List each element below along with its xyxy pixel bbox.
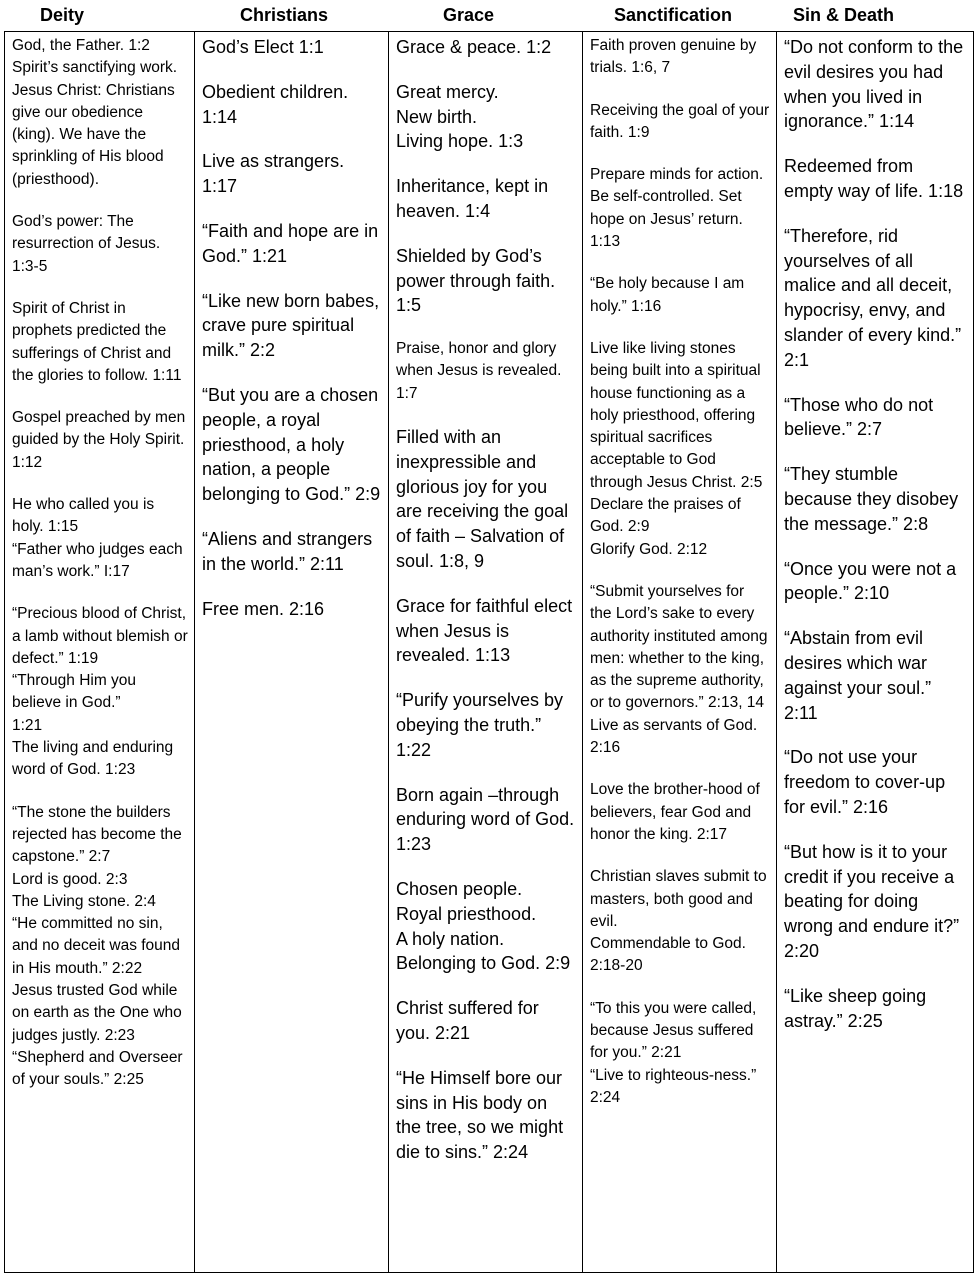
list-item: God, the Father. 1:2 Spirit’s sanctifying work. Jesus Christ: Christians give our obedience (king). We have the sprinkling of His blood (priesthood).: [12, 37, 178, 188]
list-item: God’s power: The resurrection of Jesus. 1:3-5: [12, 213, 161, 275]
list-item: “Those who do not believe.” 2:7: [784, 394, 934, 440]
header-christians: Christians: [240, 5, 329, 25]
list-item: “Submit yourselves for the Lord’s sake to every authority instituted among men: whether to the king, as the supreme authority, or to governors.” 2:13, 14 Live as servants of God. 2:16: [590, 582, 768, 757]
list-item: Love the brother-hood of believers, fear God and honor the king. 2:17: [590, 781, 760, 843]
summary-table: [4, 31, 974, 1273]
list-item: Christ suffered for you. 2:21: [396, 998, 539, 1043]
list-item: Live like living stones being built into a spiritual house functioning as a holy priesthood, offering spiritual sacrifices acceptable to God through Jesus Christ. 2:5 Declare the praises of God. 2:9 Glorify God. 2:12: [590, 339, 763, 558]
list-item: Live as strangers. 1:17: [202, 151, 345, 197]
list-item: “Once you were not a people.” 2:10: [784, 558, 957, 604]
header-sin-death: Sin & Death: [793, 5, 895, 25]
list-item: “Like sheep going astray.” 2:25: [784, 985, 927, 1031]
list-item: God’s Elect 1:1: [202, 37, 324, 57]
list-item: Obedient children. 1:14: [202, 81, 349, 127]
list-item: “To this you were called, because Jesus suffered for you.” 2:21 “Live to righteous-ness.” 2:24: [590, 999, 757, 1106]
list-item: Spirit of Christ in prophets predicted the sufferings of Christ and the glories to follow. 1:11: [12, 299, 182, 384]
list-item: Grace & peace. 1:2: [396, 37, 552, 57]
sanctification-column: [583, 32, 777, 1273]
list-item: Filled with an inexpressible and glorious joy for you are receiving the goal of faith – Salvation of soul. 1:8, 9: [396, 427, 569, 572]
list-item: He who called you is holy. 1:15 “Father who judges each man’s work.” I:17: [12, 496, 183, 580]
list-item: “Do not conform to the evil desires you had when you lived in ignorance.” 1:14: [784, 37, 964, 132]
list-item: Born again –through enduring word of God. 1:23: [396, 784, 575, 855]
list-item: “But you are a chosen people, a royal priesthood, a holy nation, a people belonging to God.” 2:9: [202, 384, 381, 505]
header-grace: Grace: [443, 5, 495, 25]
list-item: “The stone the builders rejected has become the capstone.” 2:7 Lord is good. 2:3 The Living stone. 2:4 “He committed no sin, and no deceit was found in His mouth.” 2:22 Jesus trusted God while on earth as the One who judges justly. 2:23 “Shepherd and Overseer of your souls.” 2:25: [12, 803, 183, 1089]
list-item: “Do not use your freedom to cover-up for evil.” 2:16: [784, 747, 946, 817]
list-item: Shielded by God’s power through faith. 1:5: [396, 245, 556, 316]
grace-column: [389, 32, 583, 1273]
list-item: Free men. 2:16: [202, 598, 325, 619]
header-deity: Deity: [40, 5, 85, 25]
header-sanctification: Sanctification: [614, 5, 733, 25]
list-item: “They stumble because they disobey the message.” 2:8: [784, 464, 959, 534]
list-item: Gospel preached by men guided by the Holy Spirit. 1:12: [12, 409, 186, 471]
list-item: Praise, honor and glory when Jesus is revealed. 1:7: [396, 340, 562, 402]
list-item: “Like new born babes, crave pure spiritual milk.” 2:2: [202, 290, 380, 361]
list-item: Grace for faithful elect when Jesus is revealed. 1:13: [396, 595, 573, 666]
list-item: Christian slaves submit to masters, both good and evil. Commendable to God. 2:18-20: [590, 868, 767, 975]
list-item: Chosen people. Royal priesthood. A holy nation. Belonging to God. 2:9: [396, 879, 571, 974]
list-item: “Aliens and strangers in the world.” 2:11: [202, 528, 373, 574]
list-item: “Precious blood of Christ, a lamb without blemish or defect.” 1:19 “Through Him you believe in God.” 1:21 The living and enduring word of God. 1:23: [12, 605, 188, 779]
list-item: Receiving the goal of your faith. 1:9: [590, 101, 770, 141]
list-item: “Abstain from evil desires which war against your soul.” 2:11: [784, 628, 932, 723]
list-item: Faith proven genuine by trials. 1:6, 7: [590, 37, 757, 77]
list-item: “He Himself bore our sins in His body on the tree, so we might die to sins.” 2:24: [396, 1067, 564, 1163]
list-item: “Purify yourselves by obeying the truth.” 1:22: [396, 690, 564, 760]
christians-column: [195, 32, 389, 1273]
list-item: “Be holy because I am holy.” 1:16: [590, 275, 745, 315]
table-row: [5, 32, 974, 1273]
sin-death-column: [777, 32, 974, 1273]
list-item: Great mercy. New birth. Living hope. 1:3: [396, 81, 524, 152]
list-item: “But how is it to your credit if you receive a beating for doing wrong and endure it?” 2:20: [784, 841, 960, 961]
list-item: “Therefore, rid yourselves of all malice and all deceit, hypocrisy, envy, and slander of every kind.” 2:1: [784, 225, 962, 370]
list-item: Inheritance, kept in heaven. 1:4: [396, 176, 549, 221]
list-item: Redeemed from empty way of life. 1:18: [784, 156, 964, 201]
deity-column: [5, 32, 195, 1273]
list-item: “Faith and hope are in God.” 1:21: [202, 220, 379, 266]
list-item: Prepare minds for action. Be self-controlled. Set hope on Jesus’ return. 1:13: [590, 166, 764, 251]
